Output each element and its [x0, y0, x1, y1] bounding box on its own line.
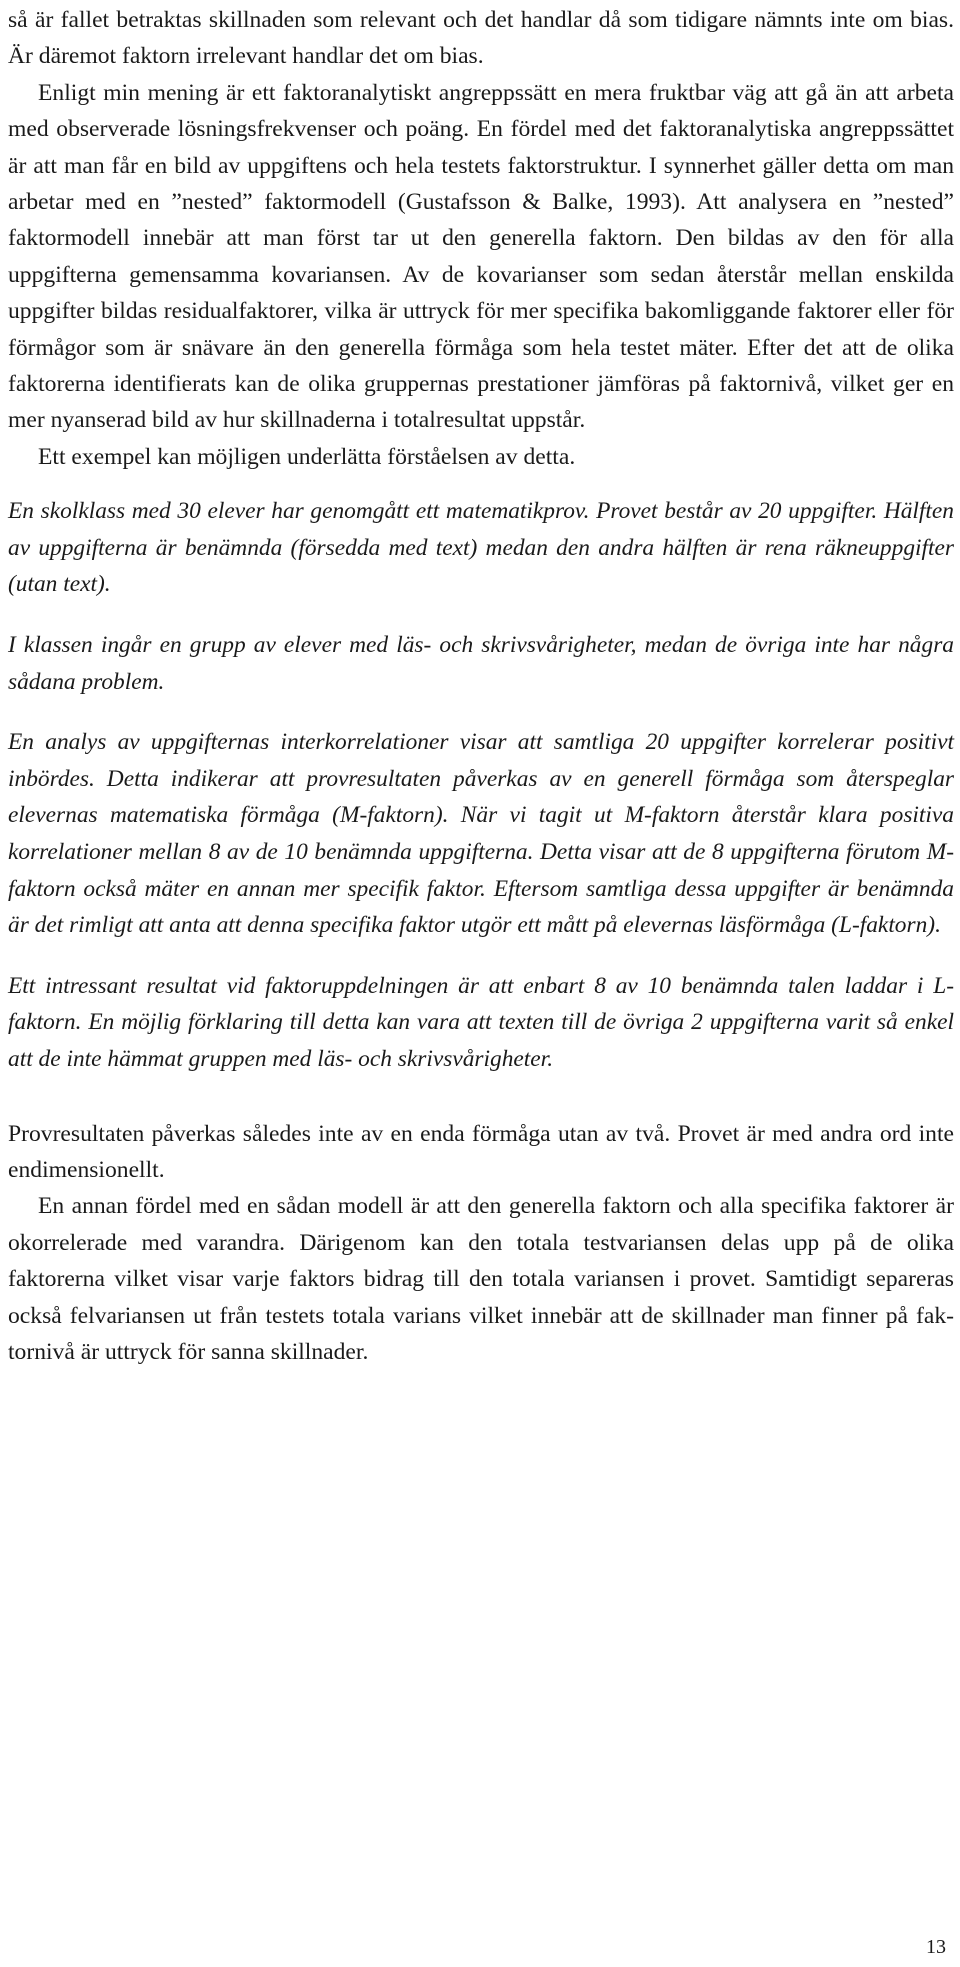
example-paragraph-analysis: En analys av uppgifternas interkorrelationer visar att samtliga 20 uppgifter korrelerar positivt inbördes. Detta indikerar att provresultaten påverkas av en generell förmåga som återspeglar elevernas matematiska förmåga (M-faktorn). När vi tagit ut M-faktorn återstår klara positiva korrelationer mellan 8 av de 10 benämnda uppgifterna. Detta visar att de 8 uppgifterna förutom M-faktorn också mäter en annan mer specifik faktor. Eftersom samtliga dessa uppgifter är benämnda är det rimligt att anta att denna specifika faktor utgör ett mått på elevernas läsförmåga (L-faktorn).: [8, 729, 954, 939]
paragraph-example-intro: Ett exempel kan möjligen underlätta förståelsen av detta.: [38, 443, 576, 470]
example-paragraph-result: Ett intressant resultat vid faktoruppdelningen är att enbart 8 av 10 benämnda talen laddar i L-faktorn. En möjlig förklaring till detta kan vara att texten till de övriga 2 uppgifterna varit så enkel att de inte hämmat gruppen med läs- och skrivsvårigheter.: [8, 972, 954, 1072]
paragraph-uncorrelated-factors: En annan fördel med en sådan modell är att den generella faktorn och alla specifika faktorer är okorrelerade med varandra. Därigenom kan den totala testvariansen delas upp på de olika faktorerna vilket visar varje faktors bidrag till den totala variansen i provet. Samtidigt separeras också felvariansen ut från testets totala varians vilket innebär att de skillnader man finner på faktornivå är uttryck för sanna skillnader.: [8, 1193, 954, 1366]
paragraph-factor-analysis: Enligt min mening är ett faktoranalytiskt angreppssätt en mera fruktbar väg att gå än att arbeta med observerade lösningsfrekvenser och poäng. En fördel med det faktoranalytiska angreppssättet är att man får en bild av uppgiftens och hela testets faktorstruktur. I synnerhet gäller detta om man arbetar med en ”nested” faktormodell (Gustafsson & Balke, 1993). Att analysera en ”nested” faktormodell innebär att man först tar ut den generella faktorn. Den bildas av den för alla uppgifterna gemensamma kovariansen. Av de kovarianser som sedan återstår mellan enskilda uppgifter bildas residualfaktorer, vilka är uttryck för mer specifika bakomliggande faktorer eller för förmågor som är snävare än den generella förmåga som hela testet mäter. Efter det att de olika faktorerna identifierats kan de olika gruppernas prestationer jämföras på faktornivå, vilket ger en mer nyanserad bild av hur skillnaderna i totalresultat uppstår.: [8, 79, 954, 434]
page-number: 13: [926, 1936, 946, 1958]
example-paragraph-class: En skolklass med 30 elever har genomgått ett matematikprov. Provet består av 20 uppgifter. Hälften av uppgifterna är benämnda (försedda med text) medan den andra hälften är rena räkneuppgifter (utan text).: [8, 498, 954, 598]
paragraph-intro-continuation: så är fallet betraktas skillnaden som relevant och det handlar då som tidigare nämnts inte om bias. Är däremot faktorn irrelevant handlar det om bias.: [8, 7, 954, 70]
example-paragraph-group: I klassen ingår en grupp av elever med läs- och skrivsvårigheter, medan de övriga inte har några sådana problem.: [8, 632, 954, 695]
paragraph-two-abilities: Provresultaten påverkas således inte av en enda förmåga utan av två. Provet är med andra ord inte endimensionellt.: [8, 1120, 954, 1183]
